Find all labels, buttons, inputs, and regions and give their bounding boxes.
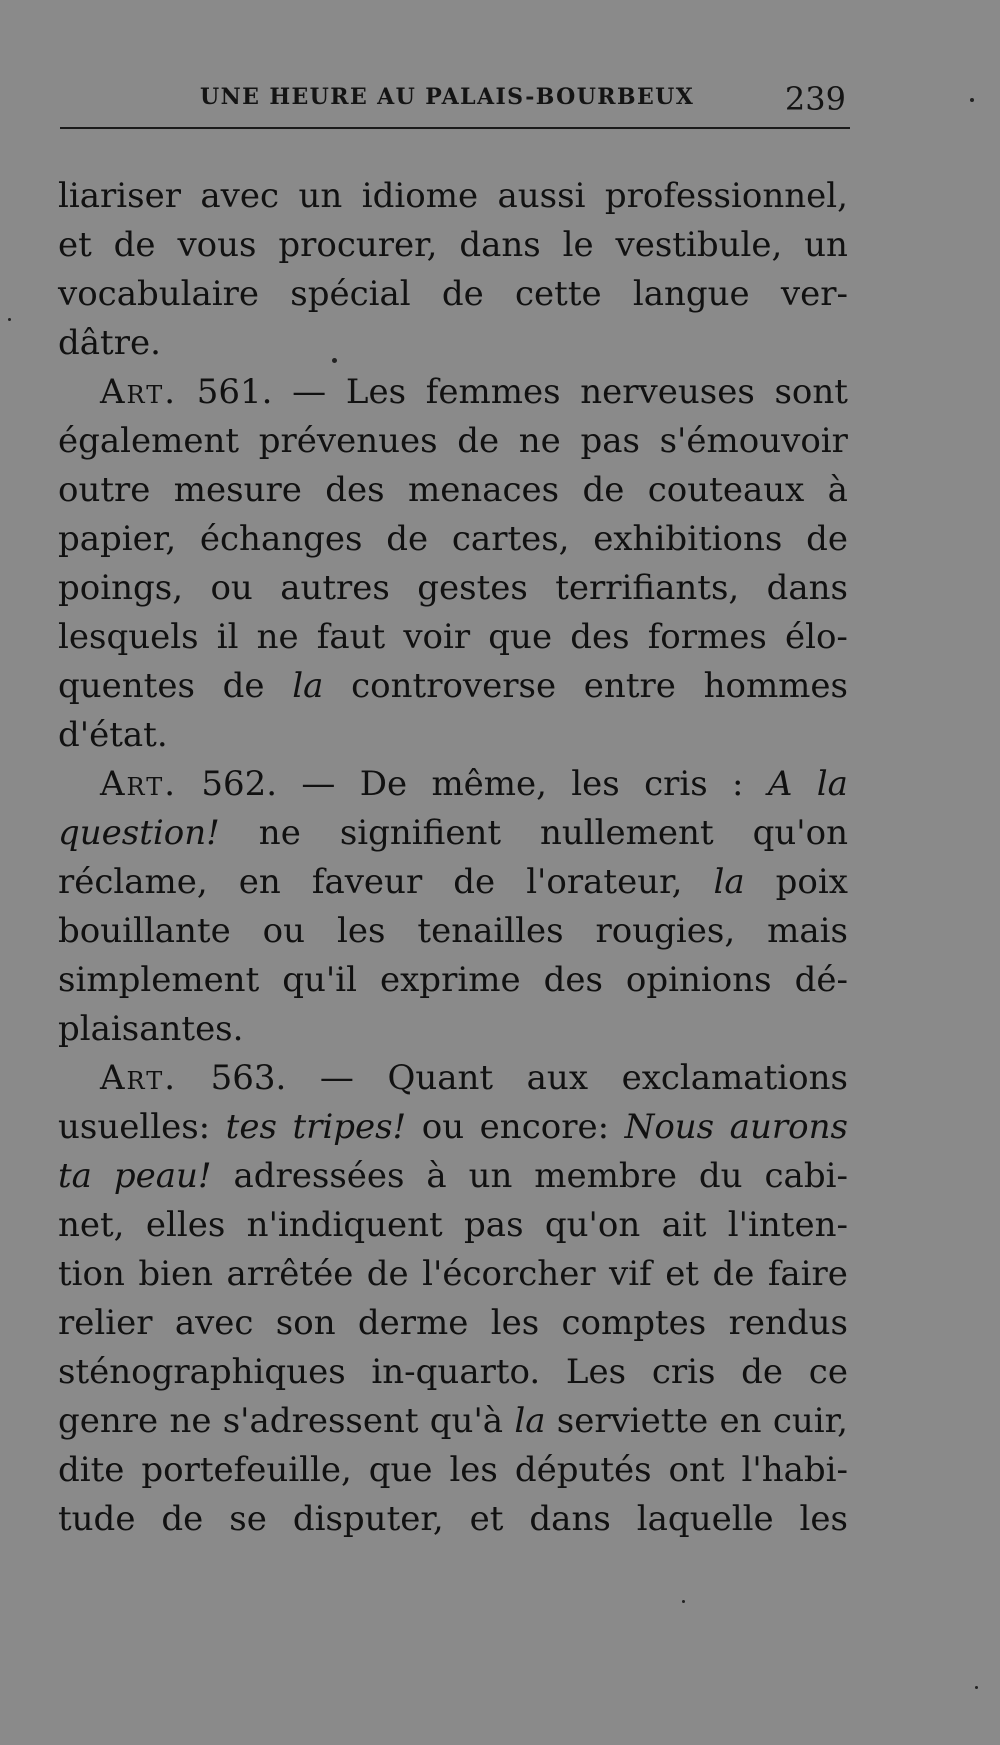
word: la xyxy=(816,764,848,804)
body-text xyxy=(58,172,848,1544)
word: Quant xyxy=(387,1058,494,1098)
text-line xyxy=(58,368,848,417)
word: pas xyxy=(580,421,640,461)
word: faire xyxy=(767,1254,848,1294)
word: de xyxy=(441,274,484,314)
text-line xyxy=(58,564,848,613)
word: outre xyxy=(58,470,151,510)
word: hommes xyxy=(703,666,848,706)
word: liariser xyxy=(58,176,181,216)
word: exhibitions xyxy=(593,519,783,559)
word: Les xyxy=(565,1352,627,1392)
word: A xyxy=(767,764,793,804)
word: signifient xyxy=(339,813,502,853)
word: entre xyxy=(583,666,676,706)
word: de xyxy=(582,470,625,510)
word: la xyxy=(514,1401,546,1441)
word: vif xyxy=(609,1254,652,1294)
word: exclamations xyxy=(621,1058,848,1098)
word: relier xyxy=(58,1303,153,1343)
word: poings, xyxy=(58,568,184,608)
word: derme xyxy=(357,1303,469,1343)
text-line xyxy=(58,1397,848,1446)
word: portefeuille, xyxy=(141,1450,352,1490)
text-line xyxy=(58,1250,848,1299)
word: — xyxy=(319,1058,354,1098)
text-line: dâtre. xyxy=(58,323,161,363)
word: que xyxy=(488,617,553,657)
word: elles xyxy=(145,1205,226,1245)
word: qu'on xyxy=(752,813,848,853)
word: cabi- xyxy=(764,1156,848,1196)
word: se xyxy=(229,1499,267,1539)
text-line xyxy=(58,956,848,1005)
word: Art. xyxy=(100,764,178,804)
text-line xyxy=(58,1201,848,1250)
word: ou xyxy=(421,1107,465,1147)
word: quentes xyxy=(58,666,195,706)
word: tes xyxy=(225,1107,277,1147)
word: menaces xyxy=(407,470,560,510)
word: opinions xyxy=(625,960,772,1000)
word: des xyxy=(325,470,385,510)
text-line: d'état. xyxy=(58,715,168,755)
word: de xyxy=(113,225,156,265)
word: cris xyxy=(651,1352,716,1392)
text-line xyxy=(58,1103,848,1152)
word: 563. xyxy=(210,1058,287,1098)
ink-speck xyxy=(332,358,337,363)
word: bien xyxy=(138,1254,214,1294)
word: exprime xyxy=(380,960,521,1000)
word: de xyxy=(453,862,496,902)
word: ait xyxy=(661,1205,707,1245)
word: en xyxy=(238,862,281,902)
word: terrifiants, xyxy=(555,568,740,608)
text-line xyxy=(58,858,848,907)
word: de xyxy=(222,666,265,706)
word: encore: xyxy=(479,1107,610,1147)
word: la xyxy=(292,666,324,706)
word: également xyxy=(58,421,240,461)
word: élo- xyxy=(784,617,848,657)
text-line xyxy=(58,907,848,956)
word: aux xyxy=(526,1058,588,1098)
word: aussi xyxy=(497,176,586,216)
text-line xyxy=(58,270,848,319)
word: qu'on xyxy=(544,1205,641,1245)
word: rendus xyxy=(728,1303,848,1343)
word: tude xyxy=(58,1499,136,1539)
word: — xyxy=(301,764,336,804)
word: ou xyxy=(262,911,306,951)
word: les xyxy=(337,911,386,951)
word: poix xyxy=(775,862,848,902)
word: De xyxy=(359,764,408,804)
word: controverse xyxy=(351,666,557,706)
word: des xyxy=(543,960,603,1000)
text-line xyxy=(58,221,848,270)
word: serviette xyxy=(556,1401,709,1441)
word: en xyxy=(719,1401,762,1441)
word: voir xyxy=(403,617,471,657)
text-line xyxy=(58,1299,848,1348)
word: la xyxy=(713,862,745,902)
word: les xyxy=(571,764,620,804)
text-line xyxy=(58,809,848,858)
word: disputer, xyxy=(292,1499,444,1539)
word: s'émouvoir xyxy=(659,421,848,461)
word: s'adressent xyxy=(222,1401,419,1441)
text-line xyxy=(58,760,848,809)
word: vocabulaire xyxy=(58,274,260,314)
word: ne xyxy=(518,421,561,461)
word: cris xyxy=(644,764,708,804)
word: comptes xyxy=(561,1303,707,1343)
word: idiome xyxy=(361,176,479,216)
word: aurons xyxy=(729,1107,848,1147)
word: l'inten- xyxy=(727,1205,848,1245)
text-line xyxy=(58,1495,848,1544)
word: de xyxy=(386,519,429,559)
text-line xyxy=(58,466,848,515)
word: échanges xyxy=(199,519,363,559)
word: dite xyxy=(58,1450,125,1490)
word: Art. xyxy=(100,1058,178,1098)
word: tion xyxy=(58,1254,125,1294)
text-line xyxy=(58,1348,848,1397)
word: ne xyxy=(258,813,301,853)
ink-speck xyxy=(975,1686,978,1689)
page-number: 239 xyxy=(784,80,846,118)
word: question! xyxy=(58,813,220,853)
word: du xyxy=(698,1156,743,1196)
word: mesure xyxy=(173,470,302,510)
word: spécial xyxy=(290,274,411,314)
word: l'écorcher xyxy=(422,1254,596,1294)
word: tripes! xyxy=(292,1107,407,1147)
word: formes xyxy=(647,617,767,657)
word: dé- xyxy=(794,960,848,1000)
word: un xyxy=(804,225,848,265)
word: in-quarto. xyxy=(371,1352,541,1392)
word: arrêtée xyxy=(226,1254,354,1294)
text-line xyxy=(58,1152,848,1201)
word: de xyxy=(806,519,848,559)
word: Nous xyxy=(624,1107,715,1147)
word: ou xyxy=(210,568,253,608)
word: et xyxy=(665,1254,699,1294)
text-line xyxy=(58,1446,848,1495)
word: professionnel, xyxy=(604,176,848,216)
word: cuir, xyxy=(772,1401,848,1441)
word: ont xyxy=(668,1450,725,1490)
word: de xyxy=(161,1499,204,1539)
text-line: plaisantes. xyxy=(58,1009,244,1049)
word: ver- xyxy=(780,274,848,314)
word: ne xyxy=(169,1401,212,1441)
word: sont xyxy=(774,372,848,412)
word: adressées xyxy=(233,1156,405,1196)
word: que xyxy=(368,1450,433,1490)
word: les xyxy=(490,1303,540,1343)
ink-speck xyxy=(970,98,974,102)
word: Les xyxy=(345,372,407,412)
text-line xyxy=(58,515,848,564)
word: couteaux xyxy=(647,470,805,510)
text-line xyxy=(58,1054,848,1103)
word: et xyxy=(469,1499,504,1539)
word: nullement xyxy=(540,813,714,853)
running-title: UNE HEURE AU PALAIS-BOURBEUX xyxy=(200,84,695,110)
word: un xyxy=(298,176,343,216)
word: un xyxy=(468,1156,513,1196)
text-line xyxy=(58,417,848,466)
word: simplement xyxy=(58,960,260,1000)
ink-speck xyxy=(8,318,11,321)
word: langue xyxy=(632,274,750,314)
word: qu'il xyxy=(282,960,358,1000)
word: le xyxy=(562,225,594,265)
word: réclame, xyxy=(58,862,208,902)
word: procurer, xyxy=(278,225,438,265)
word: avec xyxy=(200,176,280,216)
word: mais xyxy=(767,911,848,951)
header-rule xyxy=(60,127,850,129)
word: tenailles xyxy=(417,911,564,951)
text-line xyxy=(58,662,848,711)
word: avec xyxy=(174,1303,254,1343)
word: — xyxy=(292,372,327,412)
word: l'habi- xyxy=(741,1450,848,1490)
word: prévenues xyxy=(258,421,438,461)
word: peau! xyxy=(113,1156,212,1196)
word: cette xyxy=(515,274,602,314)
word: des xyxy=(570,617,630,657)
word: son xyxy=(275,1303,336,1343)
word: 562. xyxy=(201,764,278,804)
word: les xyxy=(799,1499,848,1539)
word: faut xyxy=(316,617,386,657)
word: de xyxy=(366,1254,409,1294)
text-line xyxy=(58,613,848,662)
word: qu'à xyxy=(429,1401,504,1441)
word: gestes xyxy=(417,568,528,608)
word: de xyxy=(712,1254,755,1294)
word: même, xyxy=(431,764,547,804)
word: dans xyxy=(529,1499,611,1539)
word: ce xyxy=(808,1352,848,1392)
word: lesquels xyxy=(58,617,199,657)
word: ta xyxy=(58,1156,92,1196)
word: faveur xyxy=(311,862,423,902)
word: cartes, xyxy=(451,519,570,559)
running-header xyxy=(60,78,852,126)
word: 561. xyxy=(196,372,273,412)
word: net, xyxy=(58,1205,125,1245)
word: Art. xyxy=(100,372,178,412)
word: bouillante xyxy=(58,911,231,951)
word: dans xyxy=(459,225,541,265)
word: usuelles: xyxy=(58,1107,211,1147)
word: à xyxy=(426,1156,447,1196)
word: papier, xyxy=(58,519,177,559)
word: de xyxy=(741,1352,784,1392)
word: et xyxy=(58,225,92,265)
word: il xyxy=(216,617,239,657)
word: femmes xyxy=(425,372,561,412)
word: rougies, xyxy=(595,911,736,951)
text-line xyxy=(58,172,848,221)
word: l'orateur, xyxy=(526,862,683,902)
word: : xyxy=(732,764,744,804)
word: vestibule, xyxy=(615,225,783,265)
word: sténographiques xyxy=(58,1352,346,1392)
word: laquelle xyxy=(636,1499,774,1539)
word: à xyxy=(827,470,848,510)
word: les xyxy=(449,1450,498,1490)
word: vous xyxy=(177,225,257,265)
word: membre xyxy=(534,1156,678,1196)
word: députés xyxy=(514,1450,652,1490)
ink-speck xyxy=(682,1600,685,1603)
word: genre xyxy=(58,1401,159,1441)
word: nerveuses xyxy=(580,372,755,412)
word: dans xyxy=(766,568,848,608)
word: ne xyxy=(256,617,299,657)
word: pas xyxy=(464,1205,524,1245)
word: n'indiquent xyxy=(246,1205,443,1245)
word: autres xyxy=(280,568,390,608)
word: de xyxy=(457,421,500,461)
